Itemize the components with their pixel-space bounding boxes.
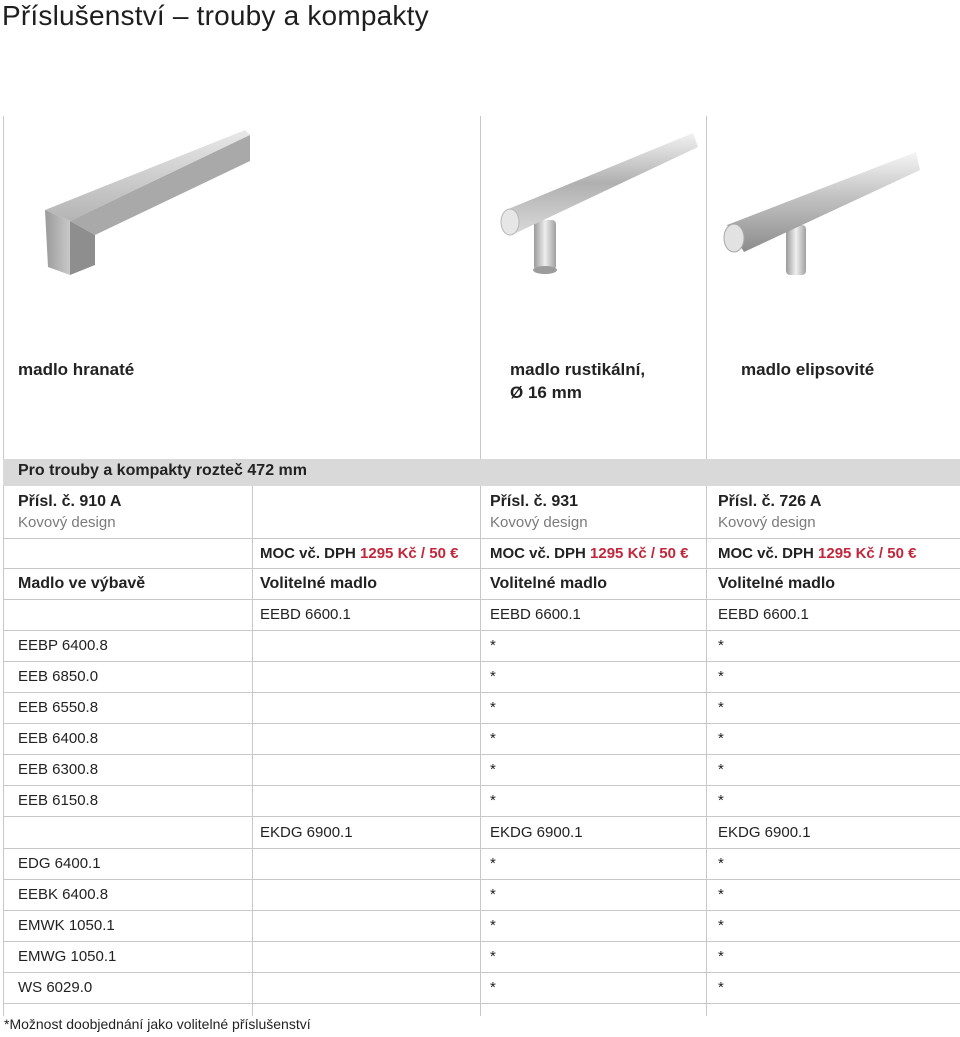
availability-mark: * [718,699,724,716]
footnote: *Možnost doobjednání jako volitelné příslušenství [4,1016,311,1032]
accessory-number: Přísl. č. 910 A [18,493,122,510]
row-divider [3,599,960,600]
row-divider [3,848,960,849]
row-divider [3,692,960,693]
availability-mark: * [490,730,496,747]
row-divider [3,723,960,724]
model-code: EMWG 1050.1 [18,948,117,965]
model-code: EEB 6400.8 [18,730,99,747]
handle-code: EEBD 6600.1 [490,606,581,623]
availability-mark: * [718,730,724,747]
standard-handle-label: Madlo ve výbavě [18,575,146,592]
model-code: EDG 6400.1 [18,855,101,872]
price-label: MOC vč. DPH [490,545,586,562]
price [260,544,458,564]
row-divider [3,816,960,817]
product-name: madlo hranaté [18,360,135,379]
rustic-handle-image [488,125,703,285]
price-value: 1295 Kč / 50 € [818,545,917,562]
availability-mark: * [490,761,496,778]
handle-code: EEBD 6600.1 [718,606,809,623]
availability-mark: * [490,699,496,716]
model-code: EEBP 6400.8 [18,637,108,654]
availability-mark: * [718,948,724,965]
availability-mark: * [718,917,724,934]
row-divider [3,910,960,911]
price-value: 1295 Kč / 50 € [590,545,689,562]
row-divider [3,754,960,755]
row-divider [3,630,960,631]
square-handle-image [40,125,255,285]
handle-code: EKDG 6900.1 [490,824,583,841]
design-label: Kovový design [718,514,816,531]
accessory-number: Přísl. č. 726 A [718,493,822,510]
price [718,544,916,564]
column-divider [480,116,481,1016]
design-label: Kovový design [490,514,588,531]
price [490,544,688,564]
model-code: WS 6029.0 [18,979,93,996]
variant-label: Volitelné madlo [718,575,836,592]
design-label: Kovový design [18,514,116,531]
page-title: Příslušenství – trouby a kompakty [2,0,429,31]
product-name-line: Ø 16 mm [510,383,582,402]
handle-code: EKDG 6900.1 [718,824,811,841]
availability-mark: * [490,668,496,685]
availability-mark: * [490,948,496,965]
availability-mark: * [718,668,724,685]
price-label: MOC vč. DPH [260,545,356,562]
row-divider [3,568,960,569]
model-code: EEB 6150.8 [18,792,99,809]
price-label: MOC vč. DPH [718,545,814,562]
availability-mark: * [490,855,496,872]
accessory-number: Přísl. č. 931 [490,493,579,510]
variant-label: Volitelné madlo [260,575,378,592]
table-header-title: Pro trouby a kompakty rozteč 472 mm [18,462,307,479]
product-name [510,358,645,404]
availability-mark: * [490,637,496,654]
availability-mark: * [490,979,496,996]
model-code: EEB 6300.8 [18,761,99,778]
row-divider [3,538,960,539]
availability-mark: * [490,886,496,903]
handle-code: EEBD 6600.1 [260,606,351,623]
ellipse-handle-image [722,140,922,280]
row-divider [3,1003,960,1004]
product-name-line: madlo rustikální, [510,360,646,379]
product-name: madlo elipsovité [741,360,875,379]
column-divider [706,116,707,1016]
availability-mark: * [718,637,724,654]
availability-mark: * [718,979,724,996]
model-code: EEB 6550.8 [18,699,99,716]
column-divider [252,486,253,1016]
row-divider [3,941,960,942]
model-code: EMWK 1050.1 [18,917,115,934]
model-code: EEB 6850.0 [18,668,99,685]
availability-mark: * [490,792,496,809]
availability-mark: * [718,855,724,872]
row-divider [3,879,960,880]
availability-mark: * [718,792,724,809]
variant-label: Volitelné madlo [490,575,608,592]
row-divider [3,661,960,662]
price-value: 1295 Kč / 50 € [360,545,459,562]
availability-mark: * [718,761,724,778]
availability-mark: * [490,917,496,934]
row-divider [3,785,960,786]
column-divider [3,116,4,1016]
availability-mark: * [718,886,724,903]
handle-code: EKDG 6900.1 [260,824,353,841]
row-divider [3,972,960,973]
model-code: EEBK 6400.8 [18,886,109,903]
